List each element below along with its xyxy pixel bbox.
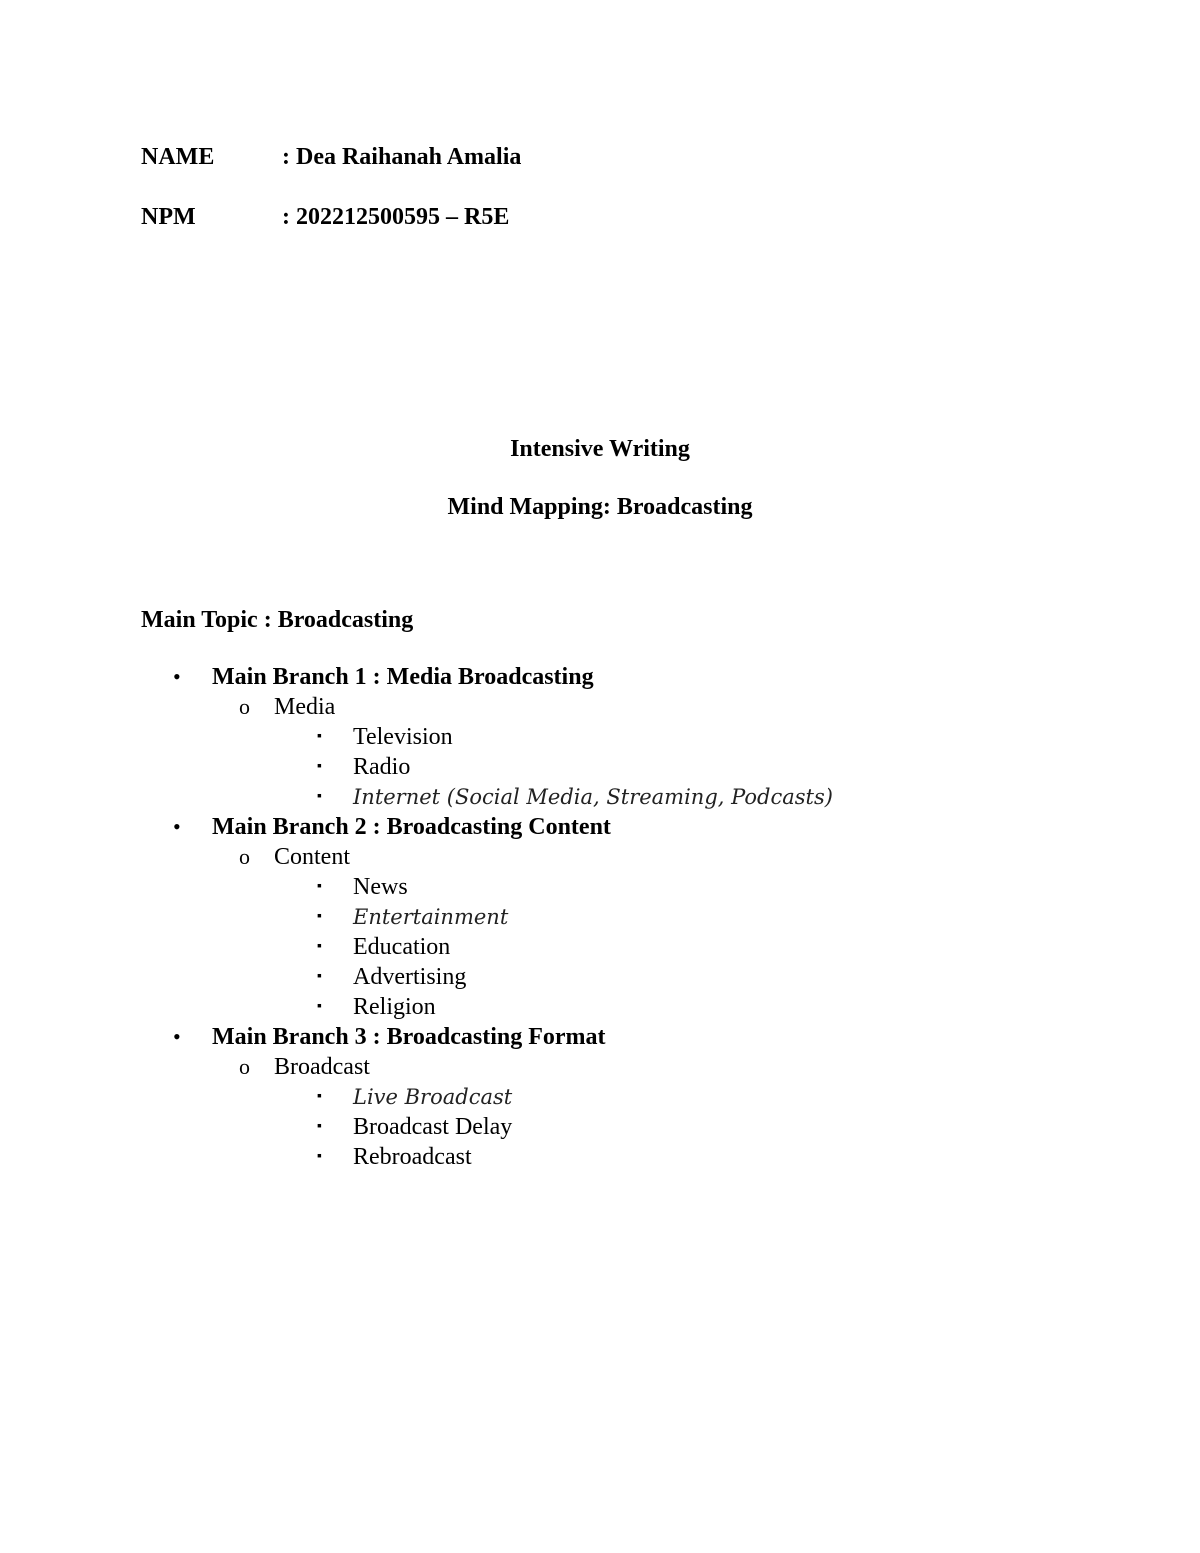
list-item-label: Broadcast Delay	[353, 1114, 513, 1140]
sub-branch-content	[0, 842, 1200, 872]
list-item	[0, 752, 1200, 782]
npm-value: : 202212500595 – R5E	[282, 204, 510, 230]
bullet-marker: •	[173, 1024, 181, 1049]
list-item	[0, 1082, 1200, 1112]
mind-map-outline	[0, 662, 1200, 1172]
list-item	[0, 902, 1200, 932]
square-marker: ▪	[317, 1089, 322, 1104]
main-topic: Main Topic : Broadcasting	[141, 607, 414, 633]
list-item-label: Education	[353, 934, 451, 960]
list-item	[0, 992, 1200, 1022]
square-marker: ▪	[317, 729, 322, 744]
sub-branch-media	[0, 692, 1200, 722]
square-marker: ▪	[317, 999, 322, 1014]
list-item-label: Advertising	[353, 964, 467, 990]
main-branch-2	[0, 812, 1200, 842]
list-item	[0, 782, 1200, 812]
list-item	[0, 1142, 1200, 1172]
main-branch-label: Main Branch 2 : Broadcasting Content	[212, 814, 611, 840]
list-item-label: Internet (Social Media, Streaming, Podcasts)	[353, 785, 833, 809]
sub-branch-label: Content	[274, 844, 350, 870]
sub-branch-broadcast	[0, 1052, 1200, 1082]
list-item-label: News	[353, 874, 408, 900]
main-branch-label: Main Branch 3 : Broadcasting Format	[212, 1024, 606, 1050]
circle-marker: o	[239, 1054, 250, 1079]
npm-row	[141, 202, 509, 232]
sub-branch-label: Broadcast	[274, 1054, 370, 1080]
list-item-label: Religion	[353, 994, 436, 1020]
circle-marker: o	[239, 694, 250, 719]
list-item	[0, 722, 1200, 752]
list-item-label: Live Broadcast	[353, 1085, 513, 1109]
name-row	[141, 142, 521, 172]
square-marker: ▪	[317, 939, 322, 954]
list-item	[0, 1112, 1200, 1142]
square-marker: ▪	[317, 1119, 322, 1134]
square-marker: ▪	[317, 759, 322, 774]
circle-marker: o	[239, 844, 250, 869]
bullet-marker: •	[173, 664, 181, 689]
square-marker: ▪	[317, 1149, 322, 1164]
subject-title: Mind Mapping: Broadcasting	[447, 494, 753, 520]
list-item-label: Radio	[353, 754, 411, 780]
bullet-marker: •	[173, 814, 181, 839]
list-item	[0, 872, 1200, 902]
list-item-label: Entertainment	[353, 905, 509, 929]
sub-branch-label: Media	[274, 694, 336, 720]
list-item-label: Television	[353, 724, 453, 750]
list-item	[0, 932, 1200, 962]
npm-label: NPM	[141, 204, 196, 230]
square-marker: ▪	[317, 969, 322, 984]
square-marker: ▪	[317, 789, 322, 804]
square-marker: ▪	[317, 909, 322, 924]
main-branch-3	[0, 1022, 1200, 1052]
course-title: Intensive Writing	[510, 436, 690, 462]
list-item-label: Rebroadcast	[353, 1144, 472, 1170]
name-value: : Dea Raihanah Amalia	[282, 144, 522, 170]
main-branch-1	[0, 662, 1200, 692]
list-item	[0, 962, 1200, 992]
square-marker: ▪	[317, 879, 322, 894]
name-label: NAME	[141, 144, 215, 170]
main-branch-label: Main Branch 1 : Media Broadcasting	[212, 664, 594, 690]
